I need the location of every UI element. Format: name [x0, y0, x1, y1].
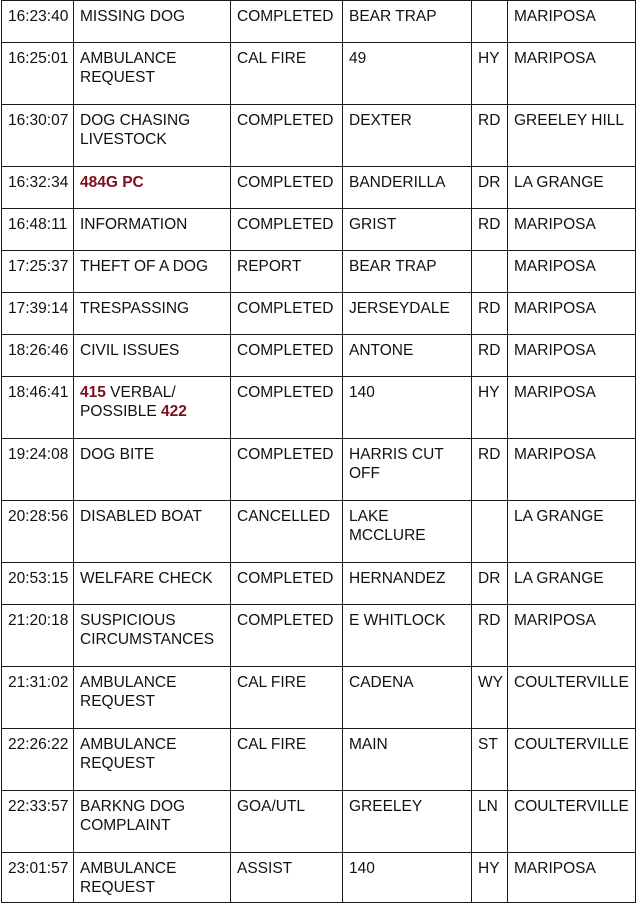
disposition: ASSIST: [231, 853, 343, 903]
city: COULTERVILLE: [508, 667, 636, 729]
table-row: [2, 251, 636, 293]
city: COULTERVILLE: [508, 729, 636, 791]
street-suffix: RD: [472, 335, 508, 377]
street-name: GREELEY: [343, 791, 472, 853]
call-time: 16:30:07: [2, 105, 74, 167]
call-type: [74, 729, 231, 791]
disposition: COMPLETED: [231, 209, 343, 251]
street-suffix: HY: [472, 43, 508, 105]
call-time: 21:31:02: [2, 667, 74, 729]
call-type: [74, 1, 231, 43]
call-type-text: VERBAL/ POSSIBLE: [80, 384, 176, 420]
call-type-text: AMBULANCE REQUEST: [80, 736, 177, 772]
street-name: E WHITLOCK: [343, 605, 472, 667]
street-name: 140: [343, 853, 472, 903]
city: MARIPOSA: [508, 251, 636, 293]
street-name: 140: [343, 377, 472, 439]
disposition: CAL FIRE: [231, 43, 343, 105]
street-name: DEXTER: [343, 105, 472, 167]
penal-code: 415: [80, 384, 106, 401]
table-row: [2, 605, 636, 667]
table-row: [2, 167, 636, 209]
call-time: 23:01:57: [2, 853, 74, 903]
street-suffix: RD: [472, 209, 508, 251]
call-type: [74, 377, 231, 439]
street-name: HARRIS CUT OFF: [343, 439, 472, 501]
call-time: 20:53:15: [2, 563, 74, 605]
street-suffix: RD: [472, 105, 508, 167]
call-type: [74, 251, 231, 293]
table-row: [2, 335, 636, 377]
call-type-text: THEFT OF A DOG: [80, 258, 209, 275]
table-row: [2, 293, 636, 335]
table-row: [2, 377, 636, 439]
street-suffix: ST: [472, 729, 508, 791]
call-type-text: MISSING DOG: [80, 8, 186, 25]
call-type-text: AMBULANCE REQUEST: [80, 860, 177, 896]
call-type-text: WELFARE CHECK: [80, 570, 213, 587]
call-type: [74, 853, 231, 903]
street-name: 49: [343, 43, 472, 105]
call-time: 18:26:46: [2, 335, 74, 377]
street-name: BANDERILLA: [343, 167, 472, 209]
call-time: 22:26:22: [2, 729, 74, 791]
city: LA GRANGE: [508, 563, 636, 605]
street-name: ANTONE: [343, 335, 472, 377]
city: GREELEY HILL: [508, 105, 636, 167]
disposition: GOA/UTL: [231, 791, 343, 853]
city: MARIPOSA: [508, 1, 636, 43]
table-row: [2, 563, 636, 605]
table-row: [2, 853, 636, 903]
call-type-text: INFORMATION: [80, 216, 188, 233]
call-type: [74, 563, 231, 605]
disposition: COMPLETED: [231, 605, 343, 667]
street-suffix: RD: [472, 605, 508, 667]
table-row: [2, 501, 636, 563]
table-row: [2, 1, 636, 43]
street-suffix: DR: [472, 563, 508, 605]
call-log-body: [2, 1, 636, 903]
call-type: [74, 605, 231, 667]
call-time: 16:23:40: [2, 1, 74, 43]
street-name: BEAR TRAP: [343, 251, 472, 293]
street-suffix: RD: [472, 293, 508, 335]
street-suffix: LN: [472, 791, 508, 853]
call-time: 20:28:56: [2, 501, 74, 563]
street-suffix: HY: [472, 377, 508, 439]
disposition: COMPLETED: [231, 439, 343, 501]
table-row: [2, 105, 636, 167]
street-name: JERSEYDALE: [343, 293, 472, 335]
penal-code: 484G PC: [80, 174, 144, 191]
disposition: COMPLETED: [231, 563, 343, 605]
city: MARIPOSA: [508, 293, 636, 335]
disposition: COMPLETED: [231, 377, 343, 439]
call-type: [74, 43, 231, 105]
call-type: [74, 791, 231, 853]
call-time: 16:48:11: [2, 209, 74, 251]
table-row: [2, 729, 636, 791]
call-type-text: AMBULANCE REQUEST: [80, 674, 177, 710]
disposition: COMPLETED: [231, 167, 343, 209]
disposition: COMPLETED: [231, 105, 343, 167]
call-time: 16:32:34: [2, 167, 74, 209]
disposition: COMPLETED: [231, 293, 343, 335]
call-type: [74, 167, 231, 209]
call-type-text: DOG CHASING LIVESTOCK: [80, 112, 191, 148]
call-type-text: SUSPICIOUS CIRCUMSTANCES: [80, 612, 215, 648]
call-type-text: BARKNG DOG COMPLAINT: [80, 798, 186, 834]
street-suffix: DR: [472, 167, 508, 209]
street-name: LAKE MCCLURE: [343, 501, 472, 563]
call-time: 16:25:01: [2, 43, 74, 105]
call-log-table: [1, 0, 636, 903]
table-row: [2, 439, 636, 501]
call-type: [74, 667, 231, 729]
call-type: [74, 209, 231, 251]
table-row: [2, 791, 636, 853]
disposition: COMPLETED: [231, 335, 343, 377]
city: MARIPOSA: [508, 377, 636, 439]
call-type: [74, 501, 231, 563]
street-name: MAIN: [343, 729, 472, 791]
disposition: CANCELLED: [231, 501, 343, 563]
city: MARIPOSA: [508, 853, 636, 903]
city: LA GRANGE: [508, 167, 636, 209]
street-suffix: [472, 251, 508, 293]
call-time: 21:20:18: [2, 605, 74, 667]
call-type: [74, 105, 231, 167]
city: MARIPOSA: [508, 209, 636, 251]
call-type-text: AMBULANCE REQUEST: [80, 50, 177, 86]
call-type-text: CIVIL ISSUES: [80, 342, 180, 359]
call-type: [74, 293, 231, 335]
city: MARIPOSA: [508, 605, 636, 667]
call-time: 19:24:08: [2, 439, 74, 501]
disposition: CAL FIRE: [231, 667, 343, 729]
street-name: BEAR TRAP: [343, 1, 472, 43]
street-suffix: RD: [472, 439, 508, 501]
street-suffix: [472, 501, 508, 563]
disposition: COMPLETED: [231, 1, 343, 43]
call-time: 22:33:57: [2, 791, 74, 853]
call-time: 18:46:41: [2, 377, 74, 439]
street-suffix: HY: [472, 853, 508, 903]
table-row: [2, 209, 636, 251]
city: COULTERVILLE: [508, 791, 636, 853]
call-type-text: TRESPASSING: [80, 300, 190, 317]
city: MARIPOSA: [508, 335, 636, 377]
street-suffix: [472, 1, 508, 43]
call-type: [74, 439, 231, 501]
city: MARIPOSA: [508, 439, 636, 501]
street-name: HERNANDEZ: [343, 563, 472, 605]
city: LA GRANGE: [508, 501, 636, 563]
call-type-text: DOG BITE: [80, 446, 155, 463]
street-name: GRIST: [343, 209, 472, 251]
call-type-text: DISABLED BOAT: [80, 508, 203, 525]
call-time: 17:39:14: [2, 293, 74, 335]
disposition: REPORT: [231, 251, 343, 293]
street-suffix: WY: [472, 667, 508, 729]
disposition: CAL FIRE: [231, 729, 343, 791]
street-name: CADENA: [343, 667, 472, 729]
table-row: [2, 43, 636, 105]
call-time: 17:25:37: [2, 251, 74, 293]
table-row: [2, 667, 636, 729]
penal-code: 422: [160, 403, 187, 420]
city: MARIPOSA: [508, 43, 636, 105]
call-type: [74, 335, 231, 377]
